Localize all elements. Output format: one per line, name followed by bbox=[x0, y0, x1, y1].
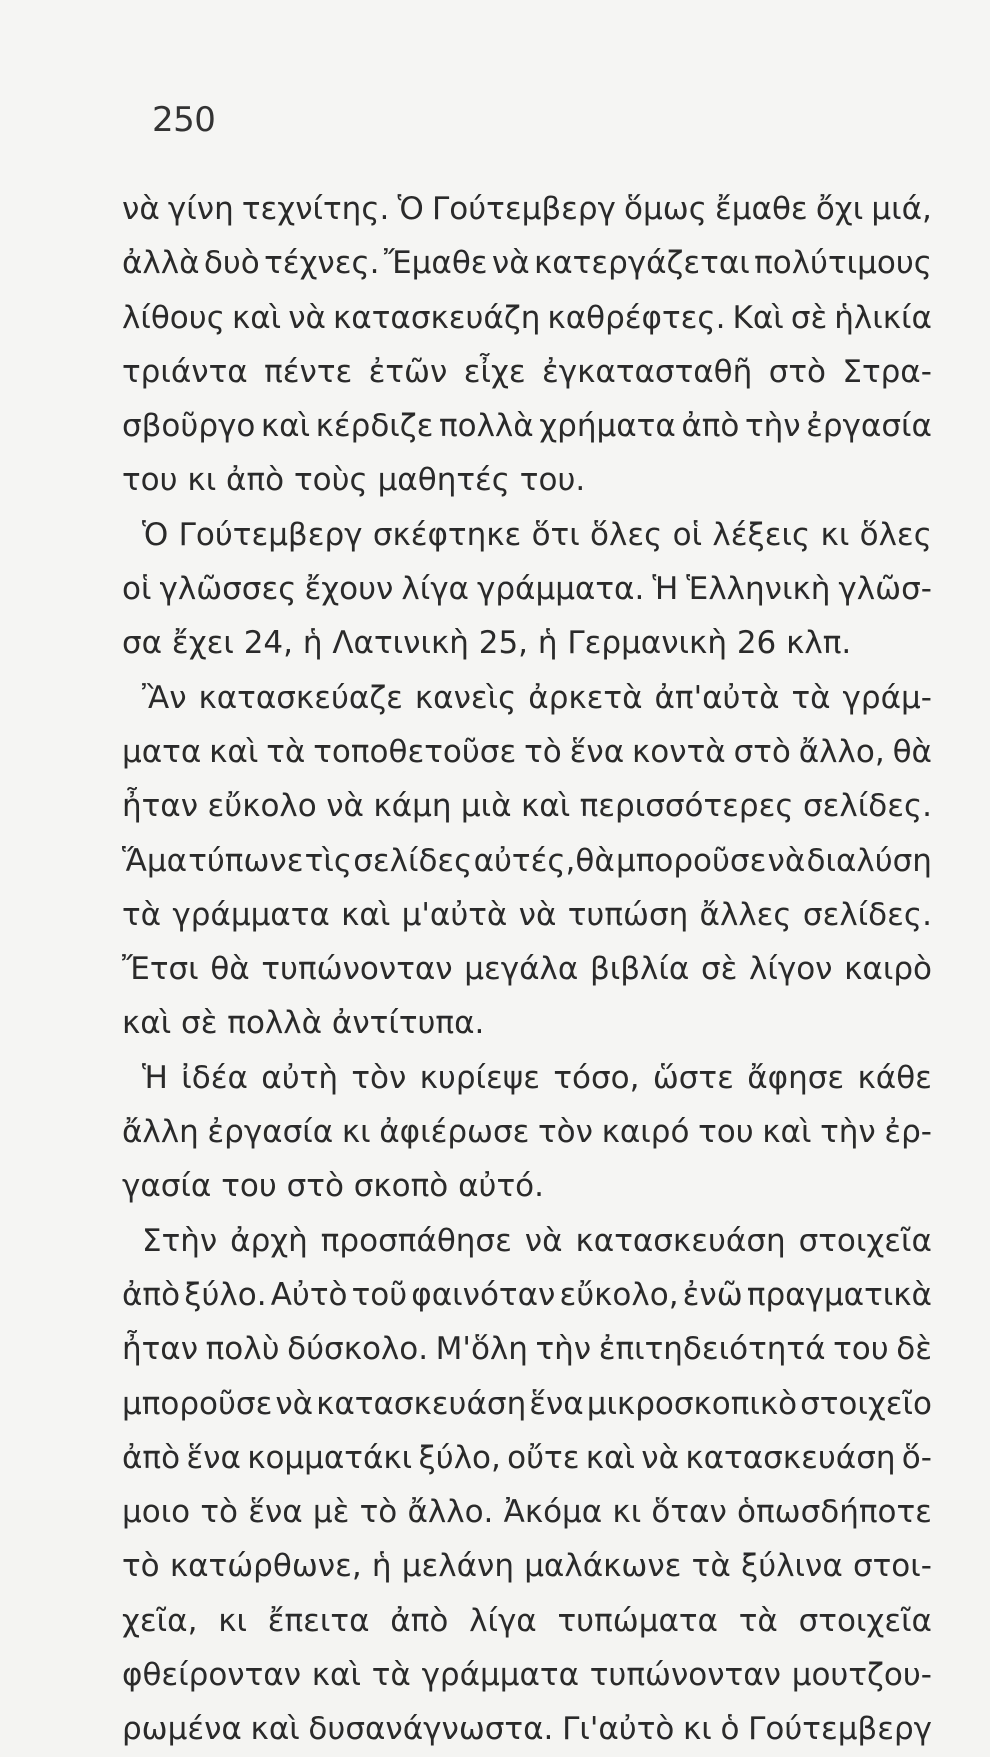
text-line: Ὁ Γούτεμβεργ σκέφτηκε ὅτι ὅλες οἱ λέξεις κι ὅλες bbox=[142, 516, 932, 553]
text-line: μοιο τὸ ἕνα μὲ τὸ ἄλλο. Ἀκόμα κι ὅταν ὁπωσδήποτε bbox=[122, 1494, 932, 1531]
text-line: τὸ κατώρθωνε, ἡ μελάνη μαλάκωνε τὰ ξύλινα στοι- bbox=[122, 1548, 932, 1585]
text-line: Ἅμα τύπωνε τὶς σελίδες αὐτές,θὰ μποροῦσε νὰ διαλύση bbox=[122, 842, 932, 879]
text-line: νὰ γίνη τεχνίτης. Ὁ Γούτεμβεργ ὅμως ἔμαθε ὄχι μιά, bbox=[122, 191, 932, 227]
text-line: μποροῦσε νὰ κατασκευάση ἕνα μικροσκοπικὸ στοιχεῖο bbox=[122, 1385, 932, 1422]
text-line: Στὴν ἀρχὴ προσπάθησε νὰ κατασκευάση στοιχεῖα bbox=[142, 1222, 932, 1259]
text-line: καὶ σὲ πολλὰ ἀντίτυπα. bbox=[122, 1005, 485, 1042]
text-line: ἀλλὰ δυὸ τέχνες. Ἔμαθε νὰ κατεργάζεται πολύτιμους bbox=[122, 245, 932, 282]
page-number: 250 bbox=[152, 100, 216, 140]
text-line: τὰ γράμματα καὶ μ'αὐτὰ νὰ τυπώση ἄλλες σελίδες. bbox=[122, 896, 932, 933]
text-line: ρωμένα καὶ δυσανάγνωστα. Γι'αὐτὸ κι ὁ Γούτεμβεργ bbox=[122, 1711, 932, 1748]
text-line: του κι ἀπὸ τοὺς μαθητές του. bbox=[122, 462, 586, 499]
text-line: ἄλλη ἐργασία κι ἀφιέρωσε τὸν καιρό του καὶ τὴν ἐρ- bbox=[122, 1114, 932, 1151]
body-text bbox=[122, 182, 932, 1757]
text-line: Ἂν κατασκεύαζε κανεὶς ἀρκετὰ ἀπ'αὐτὰ τὰ γράμ- bbox=[142, 679, 932, 716]
text-line: σβοῦργο καὶ κέρδιζε πολλὰ χρήματα ἀπὸ τὴν ἐργασία bbox=[122, 408, 932, 445]
text-line: ἦταν πολὺ δύσκολο. Μ'ὅλη τὴν ἐπιτηδειότητά του δὲ bbox=[122, 1331, 932, 1368]
text-line: ματα καὶ τὰ τοποθετοῦσε τὸ ἕνα κοντὰ στὸ ἄλλο, θὰ bbox=[122, 733, 932, 770]
text-line: Ἔτσι θὰ τυπώνονταν μεγάλα βιβλία σὲ λίγον καιρὸ bbox=[122, 951, 932, 988]
text-line: ἀπὸ ξύλο. Αὐτὸ τοῦ φαινόταν εὔκολο, ἐνῶ πραγματικὰ bbox=[122, 1276, 932, 1313]
text-line: χεῖα, κι ἔπειτα ἀπὸ λίγα τυπώματα τὰ στοιχεῖα bbox=[122, 1602, 932, 1639]
text-line: Ἡ ἰδέα αὐτὴ τὸν κυρίεψε τόσο, ὥστε ἄφησε κάθε bbox=[142, 1059, 932, 1096]
text-line: τριάντα πέντε ἐτῶν εἶχε ἐγκατασταθῆ στὸ Στρα- bbox=[122, 353, 932, 390]
text-line: οἱ γλῶσσες ἔχουν λίγα γράμματα. Ἡ Ἑλληνικὴ γλῶσ- bbox=[122, 571, 932, 608]
text-line: ἀπὸ ἕνα κομματάκι ξύλο, οὔτε καὶ νὰ κατασκευάση ὅ- bbox=[122, 1439, 932, 1476]
text-line: ἦταν εὔκολο νὰ κάμη μιὰ καὶ περισσότερες σελίδες. bbox=[122, 788, 932, 825]
text-line: γασία του στὸ σκοπὸ αὐτό. bbox=[122, 1168, 544, 1205]
text-line: λίθους καὶ νὰ κατασκευάζη καθρέφτες. Καὶ σὲ ἡλικία bbox=[122, 299, 932, 336]
text-line: σα ἔχει 24, ἡ Λατινικὴ 25, ἡ Γερμανικὴ 26 κλπ. bbox=[122, 625, 852, 662]
text-line: φθείρονταν καὶ τὰ γράμματα τυπώνονταν μουτζου- bbox=[122, 1657, 932, 1694]
